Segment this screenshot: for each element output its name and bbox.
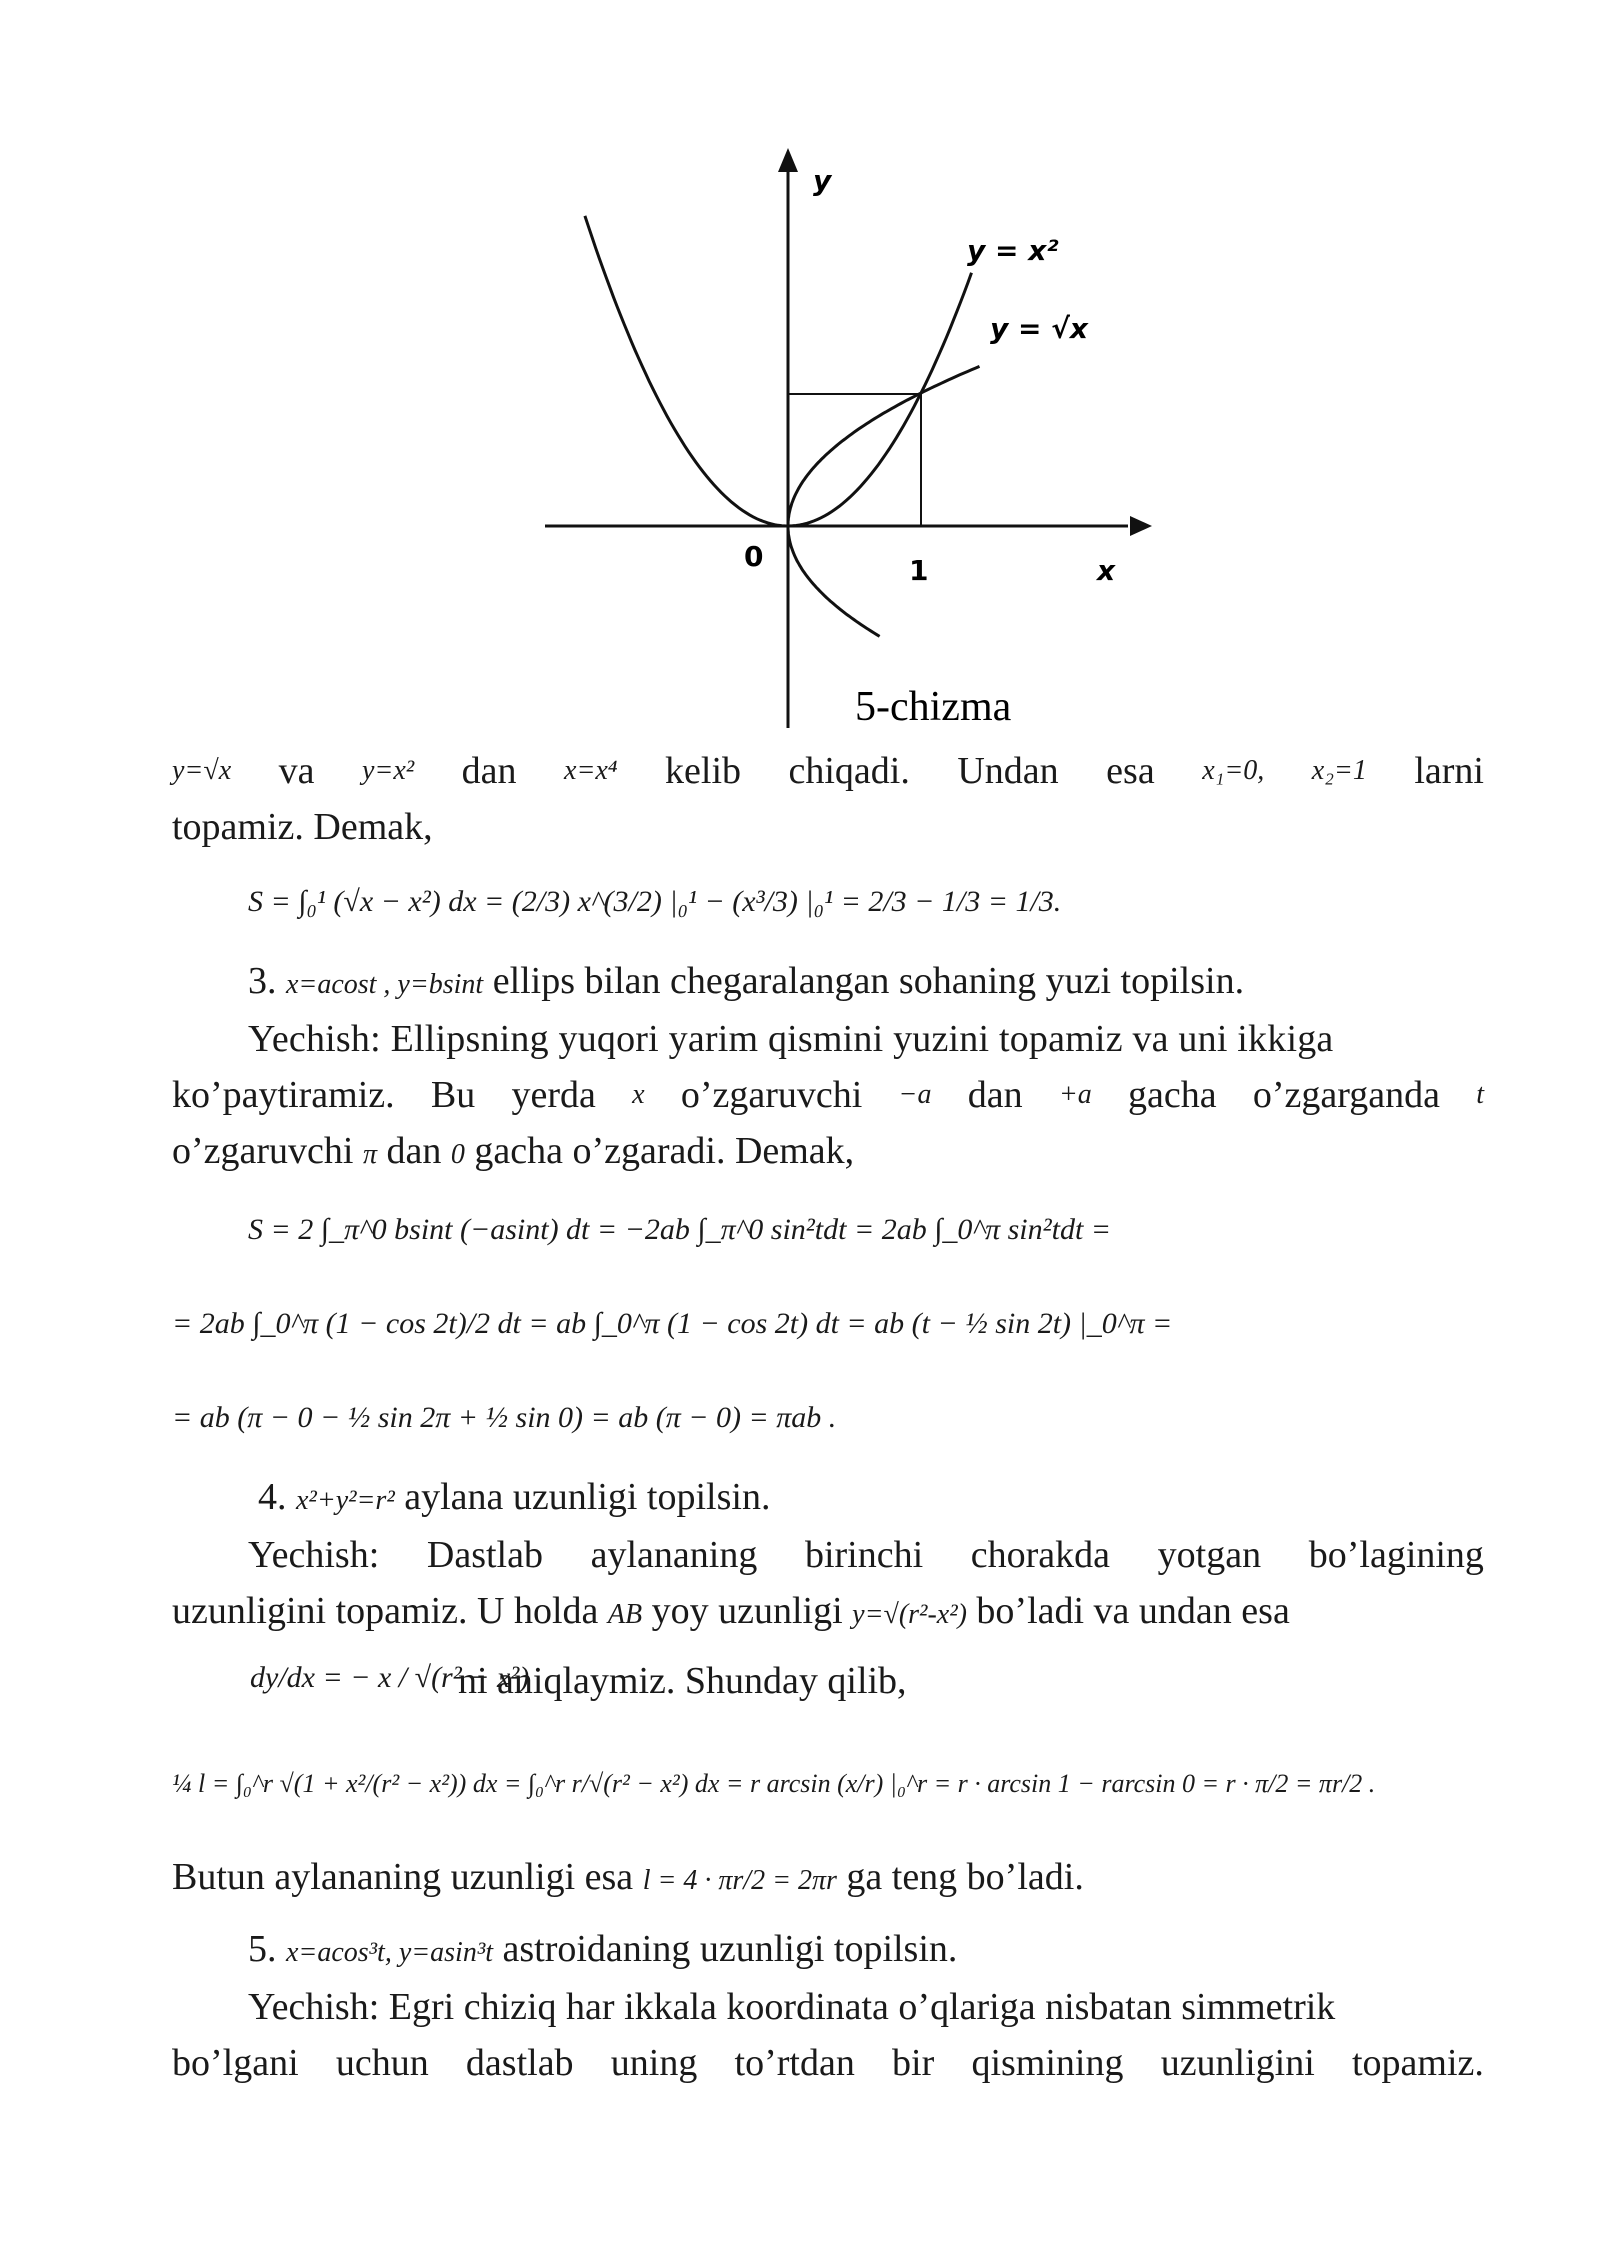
eq-fourth: x=x⁴ xyxy=(564,755,618,786)
line-1 xyxy=(172,748,1484,794)
word: uzunligini xyxy=(1160,2042,1315,2084)
formula-area-1: S = ∫₀¹ (√x − x²) dx = (2/3) x^(3/2) |₀¹ − (x³/3) |₀¹ = 2/3 − 1/3 = 1/3. xyxy=(248,885,1062,918)
tick-one-label: 1 xyxy=(909,554,929,587)
curve2-label: y = √x xyxy=(990,312,1088,345)
word: aylananing xyxy=(590,1534,758,1576)
sol3-line-1 xyxy=(248,1016,1484,1062)
guide-lines xyxy=(788,394,921,526)
y-axis-label: y xyxy=(813,164,832,197)
word: va xyxy=(278,750,315,792)
word: bo’lagining xyxy=(1308,1534,1484,1576)
word: bo’ladi va undan esa xyxy=(976,1590,1290,1632)
word: qismining xyxy=(971,2042,1124,2084)
word: yoy uzunligi xyxy=(651,1590,843,1632)
formula-derivative: dy/dx = − x / √(r² − x²) xyxy=(250,1661,530,1694)
word: topamiz. xyxy=(1352,2042,1484,2084)
word: gacha xyxy=(1127,1074,1217,1116)
math: +a xyxy=(1058,1079,1092,1110)
word: yerda xyxy=(511,1074,596,1116)
sol4-line-5 xyxy=(172,1854,1084,1904)
problem-equation: x=acost , y=bsint xyxy=(286,969,484,1000)
curve-y-equals-sqrt-x xyxy=(788,366,980,636)
y-axis-arrow xyxy=(778,148,798,172)
line-2: topamiz. Demak, xyxy=(172,806,433,848)
curve-y-equals-x-squared xyxy=(585,216,972,526)
math: t xyxy=(1476,1079,1484,1110)
math: π xyxy=(362,1139,377,1170)
formula-ellipse-1: S = 2 ∫_π^0 bsint (−asint) dt = −2ab ∫_π^0 sin²tdt = 2ab ∫_0^π sin²tdt = xyxy=(248,1213,1112,1246)
sol4-line-2 xyxy=(172,1588,1290,1638)
x-axis-label: x xyxy=(1097,554,1116,587)
word: uzunligini topamiz. U holda xyxy=(172,1590,599,1632)
problem-4 xyxy=(258,1474,770,1524)
problem-number: 4. xyxy=(258,1476,287,1518)
word: esa xyxy=(1106,750,1155,792)
eq-x2: x₂=1 xyxy=(1311,755,1367,786)
problem-number: 3. xyxy=(248,960,277,1002)
problem-number: 5. xyxy=(248,1928,277,1970)
problem-text: astroidaning uzunligi topilsin. xyxy=(502,1928,958,1970)
word: Undan xyxy=(957,750,1059,792)
origin-label: 0 xyxy=(744,540,764,573)
eq-sqrt: y=√x xyxy=(172,755,232,786)
formula-arc-length: ¼ l = ∫₀^r √(1 + x²/(r² − x²)) dx = ∫₀^r r/√(r² − x²) dx = r arcsin (x/r) |₀^r = r · arcsin 1 − rarcsin 0 = r · π/2 = πr/2 . xyxy=(172,1769,1376,1798)
problem-text: ellips bilan chegaralangan sohaning yuzi topilsin. xyxy=(492,960,1245,1002)
word: larni xyxy=(1414,750,1484,792)
word: o’zgaruvchi xyxy=(680,1074,863,1116)
word: Butun aylananing uzunligi esa xyxy=(172,1856,634,1898)
formula-ellipse-3: = ab (π − 0 − ½ sin 2π + ½ sin 0) = ab (π − 0) = πab . xyxy=(172,1401,837,1434)
text: Yechish: Egri chiziq har ikkala koordinata o’qlariga nisbatan simmetrik xyxy=(248,1986,1336,2028)
word: uchun xyxy=(335,2042,429,2084)
text: Yechish: Ellipsning yuqori yarim qismini yuzini topamiz va uni ikkiga xyxy=(248,1018,1334,1060)
word: kelib xyxy=(665,750,741,792)
math: y=√(r²-x²) xyxy=(852,1599,967,1630)
sol4-line-1 xyxy=(248,1532,1484,1578)
word: o’zgarganda xyxy=(1252,1074,1440,1116)
word: ga teng bo’ladi. xyxy=(846,1856,1084,1898)
problem-equation: x²+y²=r² xyxy=(296,1485,395,1516)
word: bir xyxy=(892,2042,935,2084)
word: dastlab xyxy=(465,2042,574,2084)
word: dan xyxy=(461,750,517,792)
sol5-line-2 xyxy=(172,2040,1484,2086)
eq-x1: x₁=0, xyxy=(1202,755,1265,786)
word: bo’lgani xyxy=(172,2042,299,2084)
word: chiqadi. xyxy=(788,750,910,792)
math: x xyxy=(632,1079,645,1110)
eq-square: y=x² xyxy=(362,755,415,786)
word: Bu xyxy=(430,1074,476,1116)
word: Dastlab xyxy=(426,1534,543,1576)
math: l = 4 · πr/2 = 2πr xyxy=(642,1865,837,1896)
figure-caption: 5-chizma xyxy=(855,684,1012,730)
word: uning xyxy=(610,2042,698,2084)
word: Yechish: xyxy=(248,1534,380,1576)
word: birinchi xyxy=(804,1534,924,1576)
word: dan xyxy=(967,1074,1023,1116)
word: o’zgaruvchi xyxy=(172,1130,354,1172)
word: to’rtdan xyxy=(734,2042,855,2084)
math: 0 xyxy=(450,1139,465,1170)
math: AB xyxy=(607,1599,643,1630)
sol3-line-3 xyxy=(172,1128,854,1178)
problem-3 xyxy=(248,958,1244,1008)
word: ko’paytiramiz. xyxy=(172,1074,395,1116)
sol4-line-3: ni aniqlaymiz. Shunday qilib, xyxy=(458,1660,907,1702)
math: −a xyxy=(898,1079,932,1110)
x-axis-arrow xyxy=(1130,516,1152,536)
sol3-line-2 xyxy=(172,1072,1484,1118)
word: yotgan xyxy=(1157,1534,1262,1576)
word: dan xyxy=(386,1130,442,1172)
problem-5 xyxy=(248,1926,957,1976)
curve1-label: y = x² xyxy=(967,234,1059,267)
word: chorakda xyxy=(970,1534,1111,1576)
word: gacha o’zgaradi. Demak, xyxy=(474,1130,855,1172)
sol5-line-1 xyxy=(248,1984,1484,2030)
problem-text: aylana uzunligi topilsin. xyxy=(404,1476,771,1518)
formula-ellipse-2: = 2ab ∫_0^π (1 − cos 2t)/2 dt = ab ∫_0^π (1 − cos 2t) dt = ab (t − ½ sin 2t) |_0^π = xyxy=(172,1307,1173,1340)
problem-equation: x=acos³t, y=asin³t xyxy=(286,1937,493,1968)
